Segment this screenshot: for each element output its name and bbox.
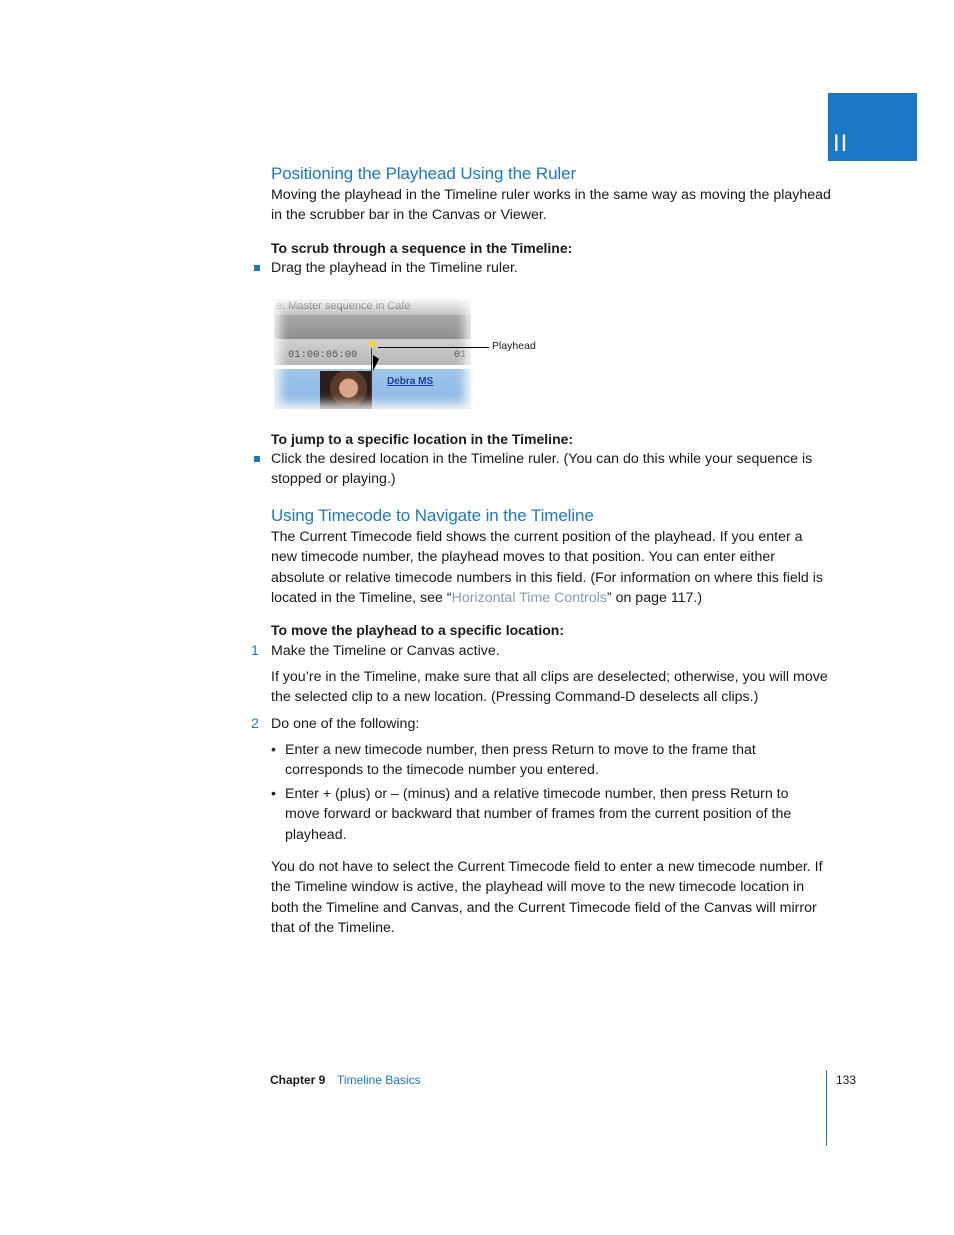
- closing-block: [271, 857, 831, 938]
- option-text: Enter + (plus) or – (minus) and a relative timecode number, then press Return to move forward or backward that number of frames from the current position of the playhead.: [285, 786, 792, 843]
- window-title: e: Master sequence in Cafe: [276, 300, 411, 312]
- timeline-screenshot: [274, 299, 471, 409]
- task-step-block: [271, 258, 831, 278]
- task-lead-block: [271, 620, 831, 640]
- clip-name: Debra MS: [387, 376, 434, 387]
- intro-text: ” on page 117.): [606, 589, 703, 606]
- section-intro-block: [271, 185, 831, 226]
- video-track: [274, 369, 471, 409]
- step-note-block: [271, 667, 831, 708]
- section-intro: Moving the playhead in the Timeline ruler works in the same way as moving the playhead in the scrubber bar in the Canvas or Viewer.: [271, 187, 831, 224]
- task-lead: To scrub through a sequence in the Timeline:: [271, 240, 573, 256]
- step-block: [271, 641, 831, 661]
- part-tab-label: II: [833, 130, 849, 157]
- playhead-line: [371, 347, 372, 409]
- playhead-icon: [367, 341, 377, 349]
- task-lead-block: [271, 429, 831, 449]
- step-text: Make the Timeline or Canvas active.: [271, 643, 500, 659]
- footer-chapter: Chapter 9: [270, 1073, 326, 1087]
- step-text: Do one of the following:: [271, 716, 420, 732]
- option-block: [285, 784, 805, 845]
- task-step-block: [271, 449, 831, 490]
- clip-thumbnail: [320, 371, 372, 409]
- task-lead-block: [271, 238, 831, 258]
- cross-reference-link[interactable]: Horizontal Time Controls: [451, 589, 607, 606]
- section-intro-block: [271, 527, 831, 608]
- square-bullet-icon: [254, 265, 260, 271]
- task-lead: To jump to a specific location in the Timeline:: [271, 431, 574, 447]
- callout-line: [378, 347, 489, 348]
- page-number: 133: [836, 1073, 857, 1087]
- bullet-dot-icon: •: [271, 786, 276, 802]
- section-positioning-heading-block: [271, 164, 831, 184]
- ruler-timecode: 01: [454, 349, 467, 361]
- closing-paragraph: You do not have to select the Current Timecode field to enter a new timecode number. If the Timeline window is active, the playhead will move to the new timecode location in both the Timeline and Canvas, and the Current Timecode field of the Canvas will mirror that of the Timeline.: [271, 859, 823, 936]
- task-step: Drag the playhead in the Timeline ruler.: [271, 260, 518, 276]
- step-number: 1: [251, 643, 259, 659]
- section-heading: Using Timecode to Navigate in the Timeline: [271, 506, 594, 525]
- square-bullet-icon: [254, 456, 260, 462]
- section-timecode-heading-block: [271, 506, 831, 526]
- callout-label: Playhead: [492, 340, 536, 352]
- part-tab: [828, 93, 917, 161]
- section-intro: [271, 527, 831, 608]
- section-heading: Positioning the Playhead Using the Ruler: [271, 164, 577, 183]
- step-number: 2: [251, 716, 259, 732]
- step-block: [271, 714, 831, 734]
- task-lead: To move the playhead to a specific location:: [271, 622, 565, 638]
- ruler-timecode: 01:00:05:00: [288, 349, 358, 361]
- pointer-cursor-icon: [373, 355, 379, 371]
- option-text: Enter a new timecode number, then press Return to move to the frame that corresponds to the timecode number you entered.: [285, 742, 756, 779]
- toolbar-strip: [274, 315, 471, 339]
- option-block: [285, 740, 825, 781]
- footer-chapter-title[interactable]: Timeline Basics: [337, 1073, 421, 1087]
- intro-text: The Current Timecode field shows the current position of the playhead. If you enter a new timecode number, the playhead moves to that position. You can enter either absolute or relative timecode numbers in this field. (For information on where this field is located in the Timeline, see “: [271, 529, 823, 606]
- footer-rule: [826, 1070, 827, 1146]
- task-step: Click the desired location in the Timeline ruler. (You can do this while your sequence is stopped or playing.): [271, 451, 813, 488]
- step-note: If you’re in the Timeline, make sure that all clips are deselected; otherwise, you will move the selected clip to a new location. (Pressing Command-D deselects all clips.): [271, 669, 828, 706]
- bullet-dot-icon: •: [271, 742, 276, 758]
